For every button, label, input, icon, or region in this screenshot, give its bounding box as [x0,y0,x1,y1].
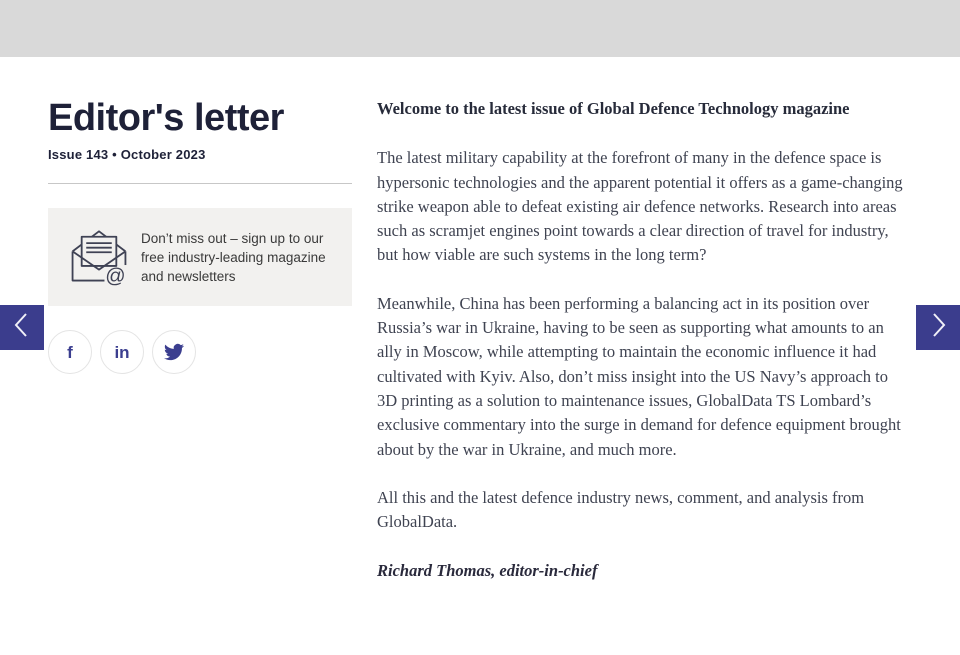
twitter-button[interactable] [152,330,196,374]
page-title: Editor's letter [48,97,284,139]
facebook-icon: f [67,342,73,362]
social-links [48,330,196,374]
article-paragraph: All this and the latest defence industry news, comment, and analysis from GlobalData. [377,487,865,532]
svg-text:@: @ [105,264,126,286]
linkedin-icon: in [114,342,130,362]
twitter-bird-icon [164,342,184,362]
top-banner [0,0,960,57]
envelope-newsletter-icon [68,224,130,291]
article-signature: Richard Thomas, editor-in-chief [377,561,598,581]
facebook-button[interactable] [48,330,92,374]
newsletter-signup-text: Don’t miss out – sign up to our free industry-leading magazine and newsletters [141,230,326,284]
article-paragraph: The latest military capability at the forefront of many in the defence space is hypersonic technologies and the apparent potential it offers as a game-changing strike weapon able to defeat existing air defence networks. Research into areas such as scramjet engines point towards a clear direction of travel for industry, but how viable are such systems in the long term? [377,148,903,265]
newsletter-signup-promo[interactable] [48,208,352,306]
next-page-button[interactable] [916,305,960,350]
linkedin-button[interactable] [100,330,144,374]
article-intro: Welcome to the latest issue of Global Defence Technology magazine [377,99,850,118]
previous-page-button[interactable] [0,305,44,350]
editor-letter-body [377,97,909,584]
divider [48,183,352,184]
issue-date: Issue 143 • October 2023 [48,147,206,162]
chevron-left-icon [10,310,34,345]
article-paragraph: Meanwhile, China has been performing a balancing act in its position over Russia’s war in Ukraine, having to be seen as supporting what amounts to an ally in Moscow, while attempting to maintain the economic influence it had cultivated with Kyiv. Also, don’t miss insight into the US Navy’s approach to 3D printing as a solution to maintenance issues, GlobalData TS Lombard’s exclusive commentary into the surge in demand for defence equipment brought about by the war in Ukraine, and much more. [377,293,901,459]
chevron-right-icon [926,310,950,345]
